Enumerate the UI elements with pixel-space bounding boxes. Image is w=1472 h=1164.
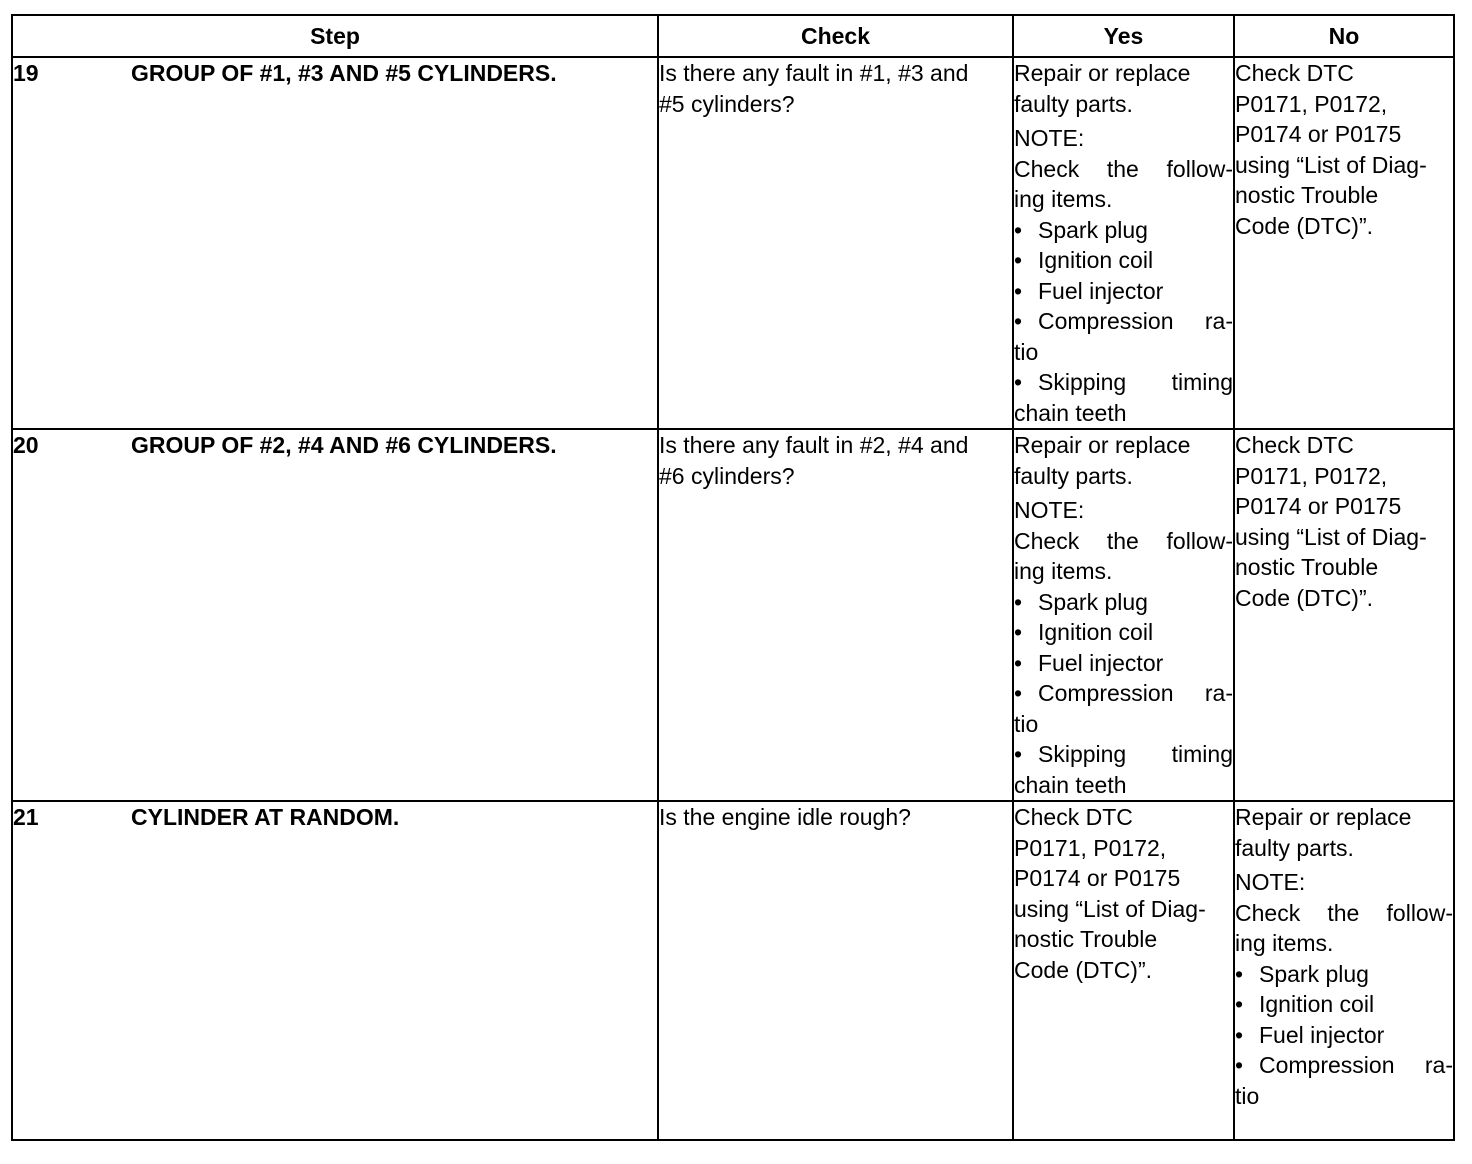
list-item-text: Fuel injector [1038, 277, 1164, 304]
list-item-text: Ignition coil [1038, 247, 1154, 273]
list-item-text: Compression ra- [1259, 1052, 1453, 1078]
list-item [1014, 648, 1233, 679]
no-line: Check DTC [1235, 432, 1354, 458]
table-row [12, 801, 1454, 1140]
bullet-icon: • [1014, 680, 1023, 706]
bullet-icon: • [1235, 1052, 1244, 1078]
list-item [1235, 1020, 1453, 1051]
step-cell [12, 801, 658, 1140]
note-label: NOTE: [1235, 869, 1306, 895]
no-cell [1234, 429, 1454, 801]
list-item [1014, 678, 1233, 709]
header-row [12, 15, 1454, 57]
step-cell [12, 429, 658, 801]
list-item [1014, 617, 1233, 648]
no-line: Code (DTC)”. [1235, 212, 1374, 239]
no-line: Repair or replace [1235, 804, 1412, 830]
list-item [1014, 587, 1233, 618]
list-item-text: Spark plug [1038, 216, 1148, 243]
note-intro-line: Check the follow- [1235, 899, 1453, 926]
list-item [1014, 215, 1233, 246]
check-cell [658, 57, 1013, 429]
note-intro-line: Check the follow- [1014, 527, 1233, 554]
yes-line: faulty parts. [1014, 90, 1133, 117]
note-label: NOTE: [1014, 497, 1085, 523]
bullet-icon: • [1014, 216, 1023, 243]
no-line: P0171, P0172, [1235, 90, 1388, 117]
no-line: faulty parts. [1235, 834, 1354, 861]
yes-cell [1013, 429, 1234, 801]
step-number: 21 [13, 804, 39, 830]
yes-line: using “List of Diag- [1014, 895, 1206, 922]
bullet-icon: • [1014, 308, 1023, 334]
step-title: GROUP OF #1, #3 AND #5 CYLINDERS. [131, 60, 557, 86]
column-header-no: No [1234, 15, 1454, 57]
list-item-continuation: tio [1014, 338, 1039, 365]
bullet-icon: • [1014, 741, 1023, 767]
list-item-text: Fuel injector [1259, 1021, 1385, 1048]
table-row [12, 57, 1454, 429]
check-line: Is there any fault in #2, #4 and [659, 432, 969, 458]
check-cell [658, 801, 1013, 1140]
column-header-check: Check [658, 15, 1013, 57]
list-item-text: Compression ra- [1038, 680, 1233, 706]
list-item-continuation: chain teeth [1014, 771, 1127, 798]
step-title: GROUP OF #2, #4 AND #6 CYLINDERS. [131, 432, 557, 458]
bullet-icon: • [1014, 369, 1023, 395]
bullet-icon: • [1235, 1021, 1244, 1048]
no-line: Code (DTC)”. [1235, 584, 1374, 611]
yes-cell [1013, 57, 1234, 429]
step-number: 19 [13, 60, 39, 86]
yes-line: Repair or replace [1014, 60, 1191, 86]
list-item-continuation: chain teeth [1014, 399, 1127, 426]
yes-line: nostic Trouble [1014, 926, 1158, 952]
step-number: 20 [13, 432, 39, 458]
note-label: NOTE: [1014, 125, 1085, 151]
check-cell [658, 429, 1013, 801]
list-item [1014, 306, 1233, 337]
step-cell [12, 57, 658, 429]
check-line: Is the engine idle rough? [659, 804, 911, 830]
check-items-list [1014, 215, 1233, 429]
no-line: P0171, P0172, [1235, 462, 1388, 489]
list-item-text: Compression ra- [1038, 308, 1233, 334]
bullet-icon: • [1014, 277, 1023, 304]
list-item-continuation: tio [1014, 710, 1039, 737]
yes-line: P0174 or P0175 [1014, 865, 1181, 891]
no-line: using “List of Diag- [1235, 523, 1427, 550]
note-intro-line: Check the follow- [1014, 155, 1233, 182]
bullet-icon: • [1235, 960, 1244, 987]
no-line: Check DTC [1235, 60, 1354, 86]
list-item [1235, 989, 1453, 1020]
list-item-text: Ignition coil [1038, 619, 1154, 645]
list-item [1235, 959, 1453, 990]
bullet-icon: • [1235, 991, 1244, 1017]
no-line: P0174 or P0175 [1235, 121, 1402, 147]
no-cell [1234, 801, 1454, 1140]
yes-line: P0171, P0172, [1014, 834, 1167, 861]
check-items-list [1235, 959, 1453, 1112]
list-item [1014, 276, 1233, 307]
no-line: using “List of Diag- [1235, 151, 1427, 178]
column-header-yes: Yes [1013, 15, 1234, 57]
check-line: #5 cylinders? [659, 90, 795, 117]
yes-line: Check DTC [1014, 804, 1133, 830]
yes-line: faulty parts. [1014, 462, 1133, 489]
check-line: #6 cylinders? [659, 462, 795, 489]
no-line: nostic Trouble [1235, 554, 1379, 580]
list-item-text: Ignition coil [1259, 991, 1375, 1017]
list-item [1014, 367, 1233, 398]
table-row [12, 429, 1454, 801]
bullet-icon: • [1014, 619, 1023, 645]
yes-line: Code (DTC)”. [1014, 956, 1153, 983]
list-item [1014, 245, 1233, 276]
list-item-text: Spark plug [1259, 960, 1369, 987]
bullet-icon: • [1014, 247, 1023, 273]
bullet-icon: • [1014, 649, 1023, 676]
check-line: Is there any fault in #1, #3 and [659, 60, 969, 86]
no-line: P0174 or P0175 [1235, 493, 1402, 519]
note-intro-line: ing items. [1014, 186, 1113, 212]
list-item-text: Fuel injector [1038, 649, 1164, 676]
list-item [1235, 1050, 1453, 1081]
yes-line: Repair or replace [1014, 432, 1191, 458]
list-item [1014, 739, 1233, 770]
diagnostic-table [11, 14, 1455, 1141]
yes-cell [1013, 801, 1234, 1140]
step-title: CYLINDER AT RANDOM. [131, 804, 400, 830]
list-item-continuation: tio [1235, 1082, 1260, 1109]
note-intro-line: ing items. [1235, 930, 1334, 956]
list-item-text: Spark plug [1038, 588, 1148, 615]
check-items-list [1014, 587, 1233, 801]
list-item-text: Skipping timing [1038, 741, 1233, 767]
no-line: nostic Trouble [1235, 182, 1379, 208]
list-item-text: Skipping timing [1038, 369, 1233, 395]
no-cell [1234, 57, 1454, 429]
bullet-icon: • [1014, 588, 1023, 615]
column-header-step: Step [12, 15, 658, 57]
note-intro-line: ing items. [1014, 558, 1113, 584]
